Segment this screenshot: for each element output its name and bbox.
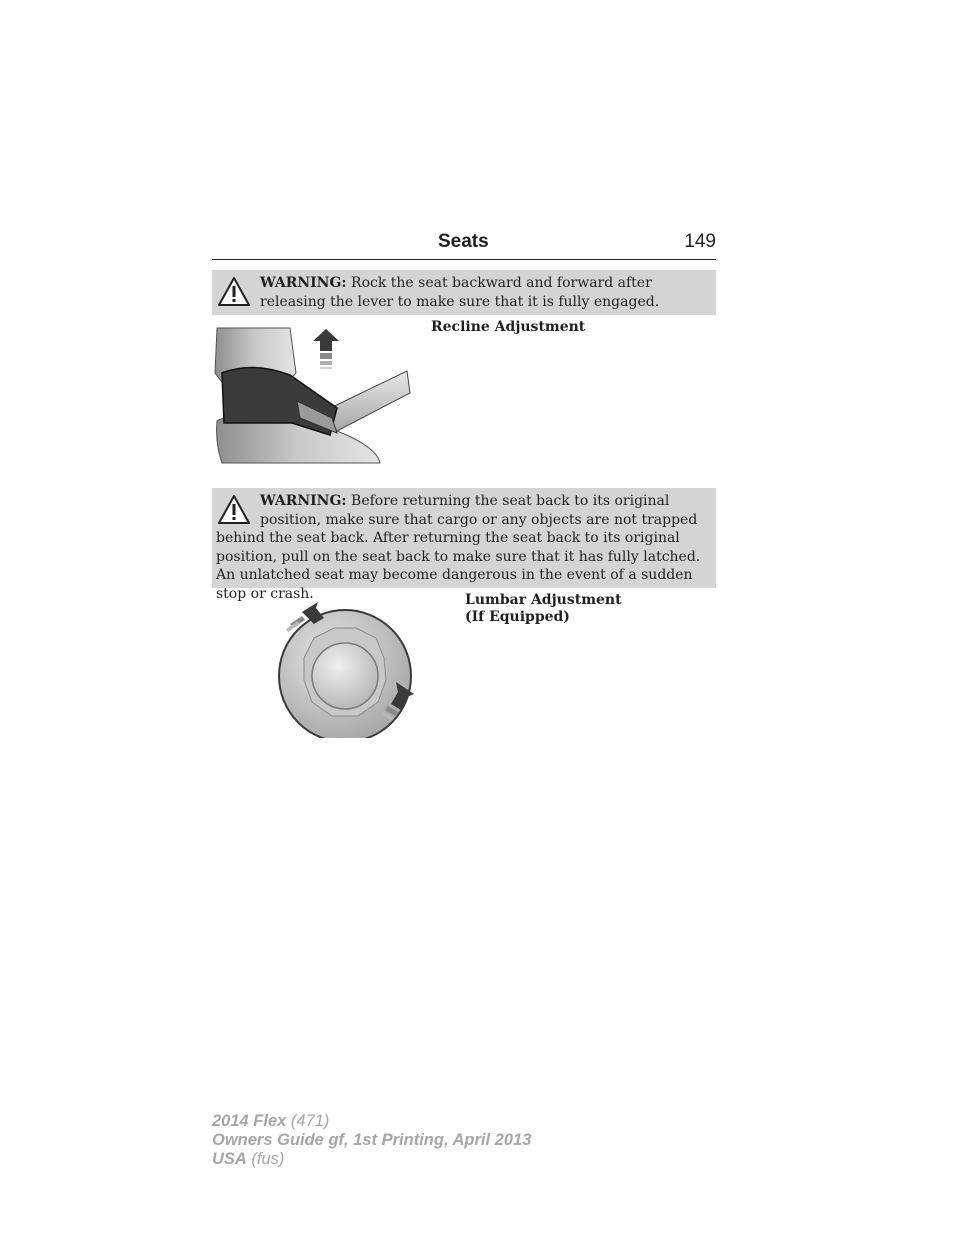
footer-model: 2014 Flex xyxy=(212,1112,287,1130)
page-header xyxy=(212,229,716,260)
lumbar-caption-line2: (If Equipped) xyxy=(465,609,570,625)
page-number: 149 xyxy=(684,231,716,252)
warning-label: WARNING: xyxy=(260,493,347,509)
footer-market-code: (fus) xyxy=(246,1150,285,1168)
recline-adjustment-caption: Recline Adjustment xyxy=(431,319,586,335)
footer-model-code: (471) xyxy=(286,1112,330,1130)
lumbar-caption-line1: Lumbar Adjustment xyxy=(465,592,622,608)
footer-market: USA xyxy=(212,1150,247,1168)
warning-text: Before returning the seat back to its original position, make sure that cargo or any objects are not trapped behind the seat back. After returning the seat back to its original position, pull on the seat back to make sure that it has fully latched. An unlatched seat may become dangerous in the event of a sudden stop or crash. xyxy=(216,493,701,602)
page-footer xyxy=(212,1112,531,1169)
footer-line2 xyxy=(212,1131,531,1150)
warning-box-recline xyxy=(212,270,716,315)
lumbar-adjustment-caption xyxy=(465,592,622,626)
section-title: Seats xyxy=(438,231,489,252)
warning-text: Rock the seat backward and forward after releasing the lever to make sure that it is fully engaged. xyxy=(260,275,660,310)
footer-line3 xyxy=(212,1150,531,1169)
warning-label: WARNING: xyxy=(260,275,347,291)
lumbar-adjustment-illustration xyxy=(274,598,416,738)
footer-line1 xyxy=(212,1112,531,1131)
warning-triangle-icon xyxy=(217,275,251,309)
warning-triangle-icon xyxy=(217,493,251,527)
recline-adjustment-illustration xyxy=(212,323,412,467)
footer-guide-info: Owners Guide gf, 1st Printing, April 2013 xyxy=(212,1131,532,1149)
